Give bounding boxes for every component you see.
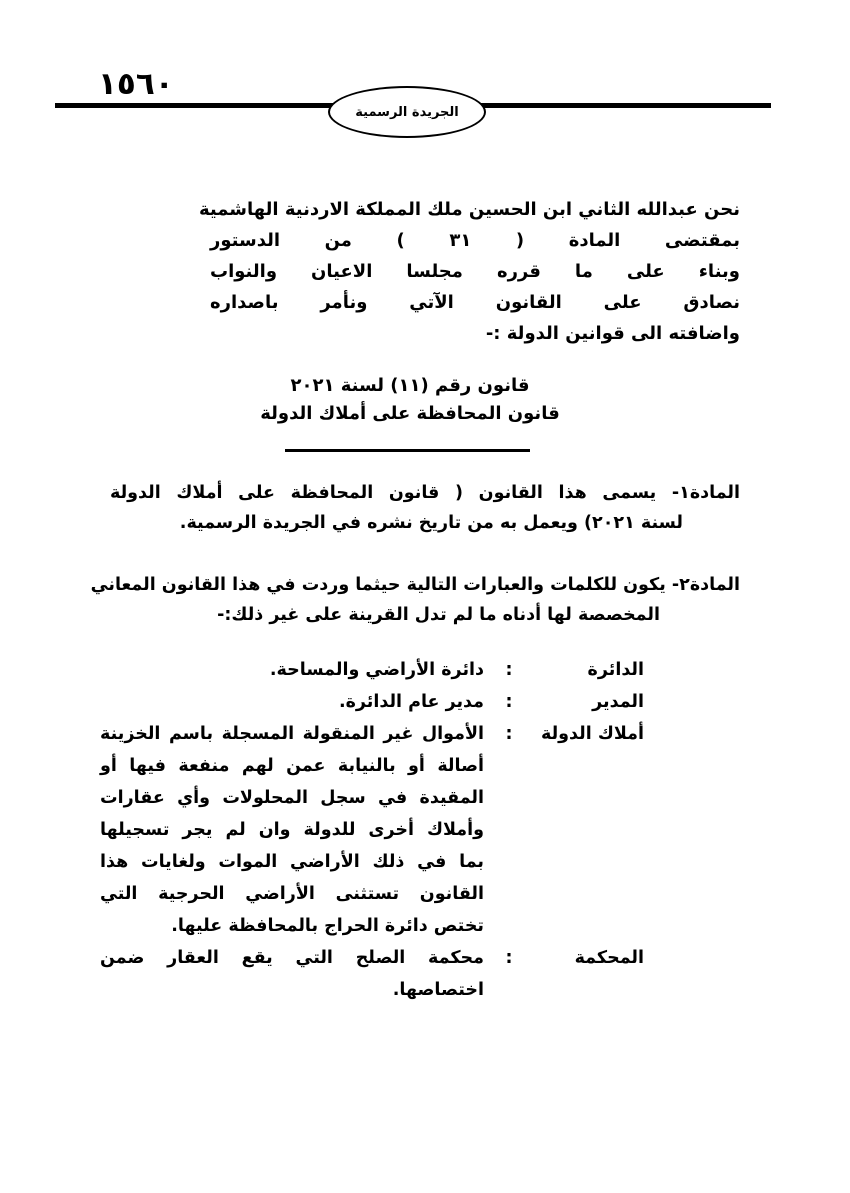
definition-row bbox=[100, 686, 644, 718]
definition-term: المحكمة bbox=[574, 948, 644, 968]
definition-text bbox=[100, 942, 484, 1006]
definition-line: أصالة أو بالنيابة عمن لهم منفعة فيها أو bbox=[100, 756, 484, 776]
preamble-line: بمقتضى المادة ( ٣١ ) من الدستور bbox=[210, 230, 740, 251]
definition-line: بما في ذلك الأراضي الموات ولغايات هذا bbox=[100, 852, 484, 872]
definition-line: الأموال غير المنقولة المسجلة باسم الخزينة bbox=[100, 724, 484, 744]
gazette-title-badge bbox=[328, 86, 486, 138]
article-line: المادة٢- يكون للكلمات والعبارات التالية حيثما وردت في هذا القانون المعاني bbox=[90, 575, 740, 595]
article-line: المادة١- يسمى هذا القانون ( قانون المحافظة على أملاك الدولة bbox=[110, 483, 740, 503]
definition-text bbox=[100, 654, 484, 686]
gazette-title: الجريدة الرسمية bbox=[355, 104, 459, 120]
definition-line: القانون تستثنى الأراضي الحرجية التي bbox=[100, 884, 484, 904]
definition-term: المدير bbox=[592, 692, 644, 712]
definition-colon: : bbox=[505, 692, 513, 712]
law-title bbox=[230, 372, 590, 428]
definition-colon: : bbox=[505, 724, 513, 744]
definition-colon: : bbox=[505, 948, 513, 968]
article-line: المخصصة لها أدناه ما لم تدل القرينة على غير ذلك:- bbox=[217, 605, 660, 625]
definition-row bbox=[100, 942, 644, 1006]
definition-term: أملاك الدولة bbox=[541, 724, 644, 744]
definition-line: وأملاك أخرى للدولة وان لم يجر تسجيلها bbox=[100, 820, 484, 840]
definition-line: اختصاصها. bbox=[392, 980, 484, 1000]
definition-line: المقيدة في سجل المحلولات وأي عقارات bbox=[100, 788, 484, 808]
law-name: قانون المحافظة على أملاك الدولة bbox=[260, 403, 560, 424]
definition-row bbox=[100, 718, 644, 942]
definition-text bbox=[100, 686, 484, 718]
definition-text bbox=[100, 718, 484, 942]
definition-line: تختص دائرة الحراج بالمحافظة عليها. bbox=[171, 916, 484, 936]
article-2 bbox=[90, 570, 740, 630]
definition-line: محكمة الصلح التي يقع العقار ضمن bbox=[100, 948, 484, 968]
definition-line: مدير عام الدائرة. bbox=[338, 692, 484, 712]
definition-term: الدائرة bbox=[587, 660, 644, 680]
preamble bbox=[198, 194, 740, 349]
preamble-line: وبناء على ما قرره مجلسا الاعيان والنواب bbox=[210, 261, 740, 282]
preamble-line: نحن عبدالله الثاني ابن الحسين ملك المملكة الاردنية الهاشمية bbox=[198, 199, 740, 220]
definition-line: دائرة الأراضي والمساحة. bbox=[269, 660, 484, 680]
definitions-list bbox=[100, 654, 644, 1006]
article-line: لسنة ٢٠٢١) ويعمل به من تاريخ نشره في الجريدة الرسمية. bbox=[179, 513, 683, 533]
page-number: ١٥٦٠ bbox=[98, 66, 174, 102]
title-underline bbox=[285, 449, 530, 452]
definition-row bbox=[100, 654, 644, 686]
law-number: قانون رقم (١١) لسنة ٢٠٢١ bbox=[290, 375, 530, 396]
definition-colon: : bbox=[505, 660, 513, 680]
preamble-line: واضافته الى قوانين الدولة :- bbox=[485, 323, 740, 344]
article-1 bbox=[110, 478, 740, 538]
preamble-line: نصادق على القانون الآتي ونأمر باصداره bbox=[210, 292, 740, 313]
